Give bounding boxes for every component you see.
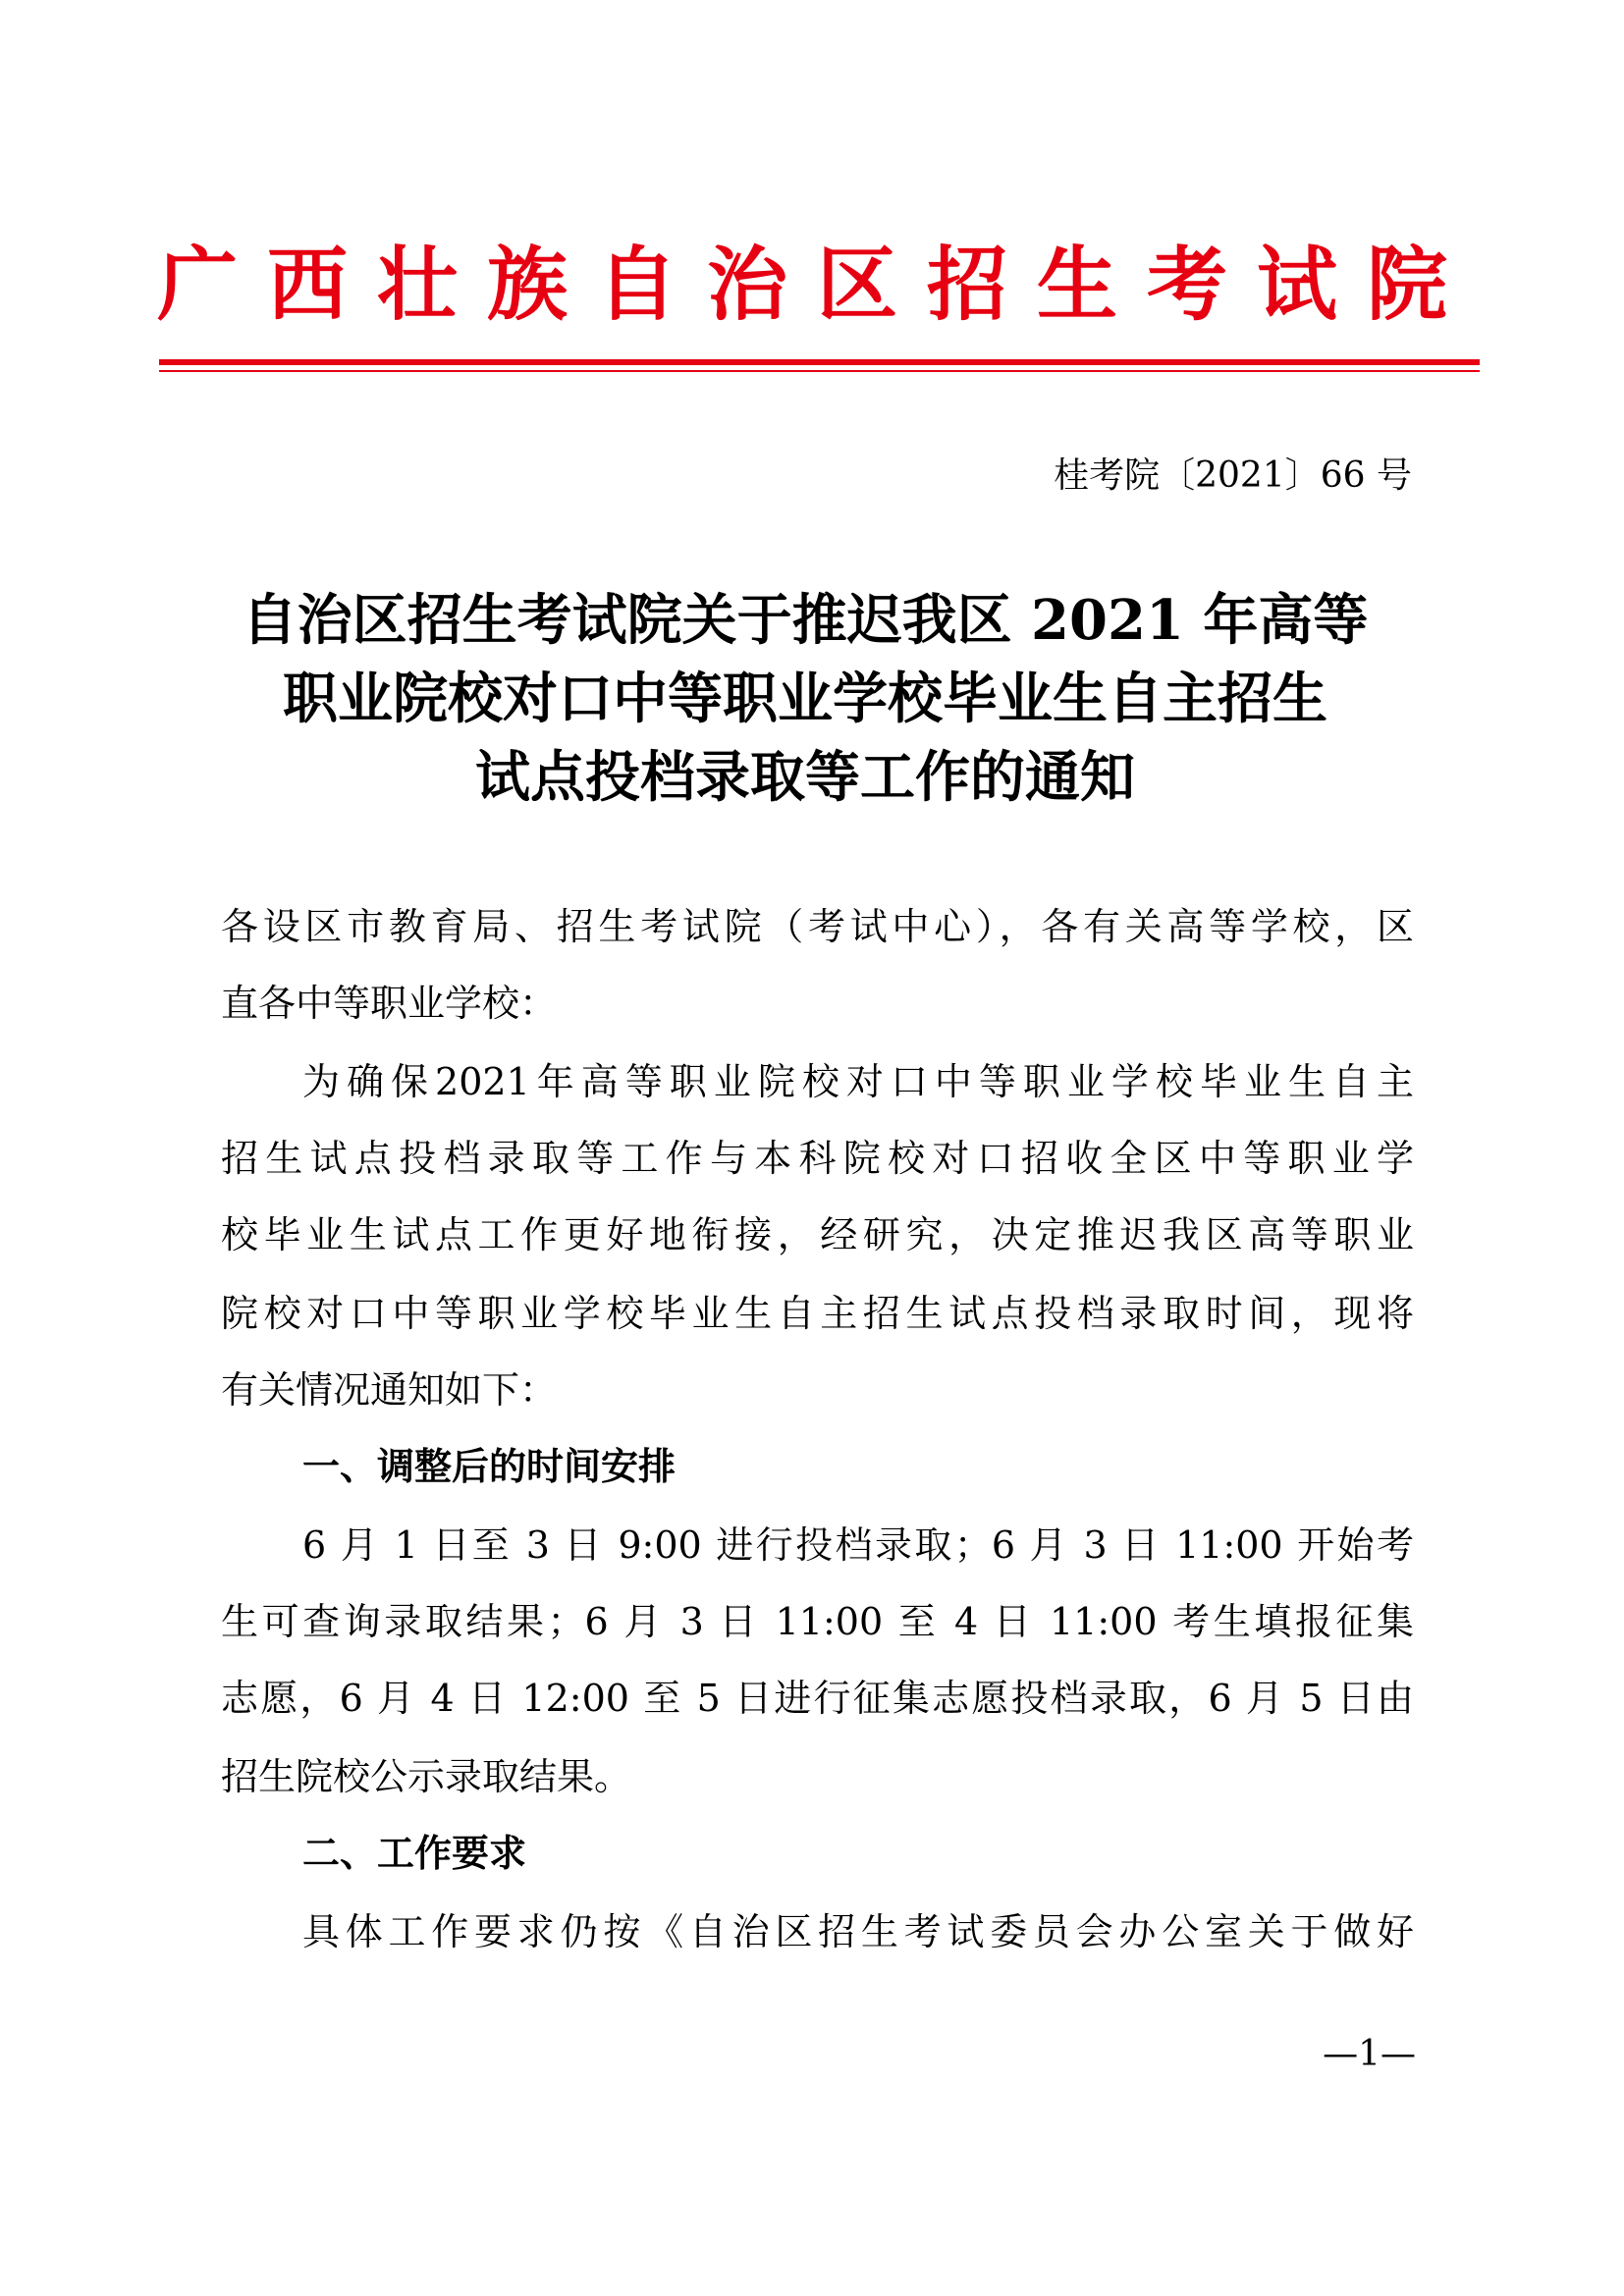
paragraph-line: 院校对口中等职业学校毕业生自主招生试点投档录取时间，现将 — [221, 1292, 1414, 1335]
document-number: 桂考院〔2021〕66 号 — [1054, 455, 1412, 496]
paragraph-line: 有关情况通知如下： — [221, 1368, 558, 1412]
title-line: 试点投档录取等工作的通知 — [475, 745, 1135, 810]
paragraph-line: 具体工作要求仍按《自治区招生考试委员会办公室关于做好 — [302, 1910, 1414, 1953]
section-heading-2: 二、工作要求 — [302, 1832, 527, 1875]
salutation-line: 各设区市教育局、招生考试院（考试中心），各有关高等学校，区 — [221, 905, 1414, 948]
page-number: —1— — [1323, 2034, 1416, 2074]
salutation-line: 直各中等职业学校： — [221, 982, 558, 1025]
paragraph-line: 为确保2021年高等职业院校对口中等职业学校毕业生自主 — [302, 1060, 1414, 1103]
paragraph-line: 志愿，6 月 4 日 12:00 至 5 日进行征集志愿投档录取，6 月 5 日由 — [221, 1677, 1414, 1720]
paragraph-line: 招生试点投档录取等工作与本科院校对口招收全区中等职业学 — [221, 1137, 1414, 1180]
red-rule-thin — [159, 370, 1480, 372]
paragraph-line: 校毕业生试点工作更好地衔接，经研究，决定推迟我区高等职业 — [221, 1213, 1414, 1256]
red-rule-thick — [159, 359, 1480, 365]
notice-title — [196, 581, 1414, 817]
paragraph-line: 6 月 1 日至 3 日 9:00 进行投档录取；6 月 3 日 11:00 开始考 — [302, 1523, 1414, 1567]
masthead-title: 广西壮族自治区招生考试院 — [157, 238, 1478, 332]
paragraph-line: 招生院校公示录取结果。 — [221, 1755, 632, 1798]
title-line: 职业院校对口中等职业学校毕业生自主招生 — [283, 667, 1327, 731]
title-line: 自治区招生考试院关于推迟我区 2021 年高等 — [242, 588, 1369, 653]
paragraph-line: 生可查询录取结果；6 月 3 日 11:00 至 4 日 11:00 考生填报征集 — [221, 1600, 1414, 1643]
section-heading-1: 一、调整后的时间安排 — [302, 1445, 677, 1488]
